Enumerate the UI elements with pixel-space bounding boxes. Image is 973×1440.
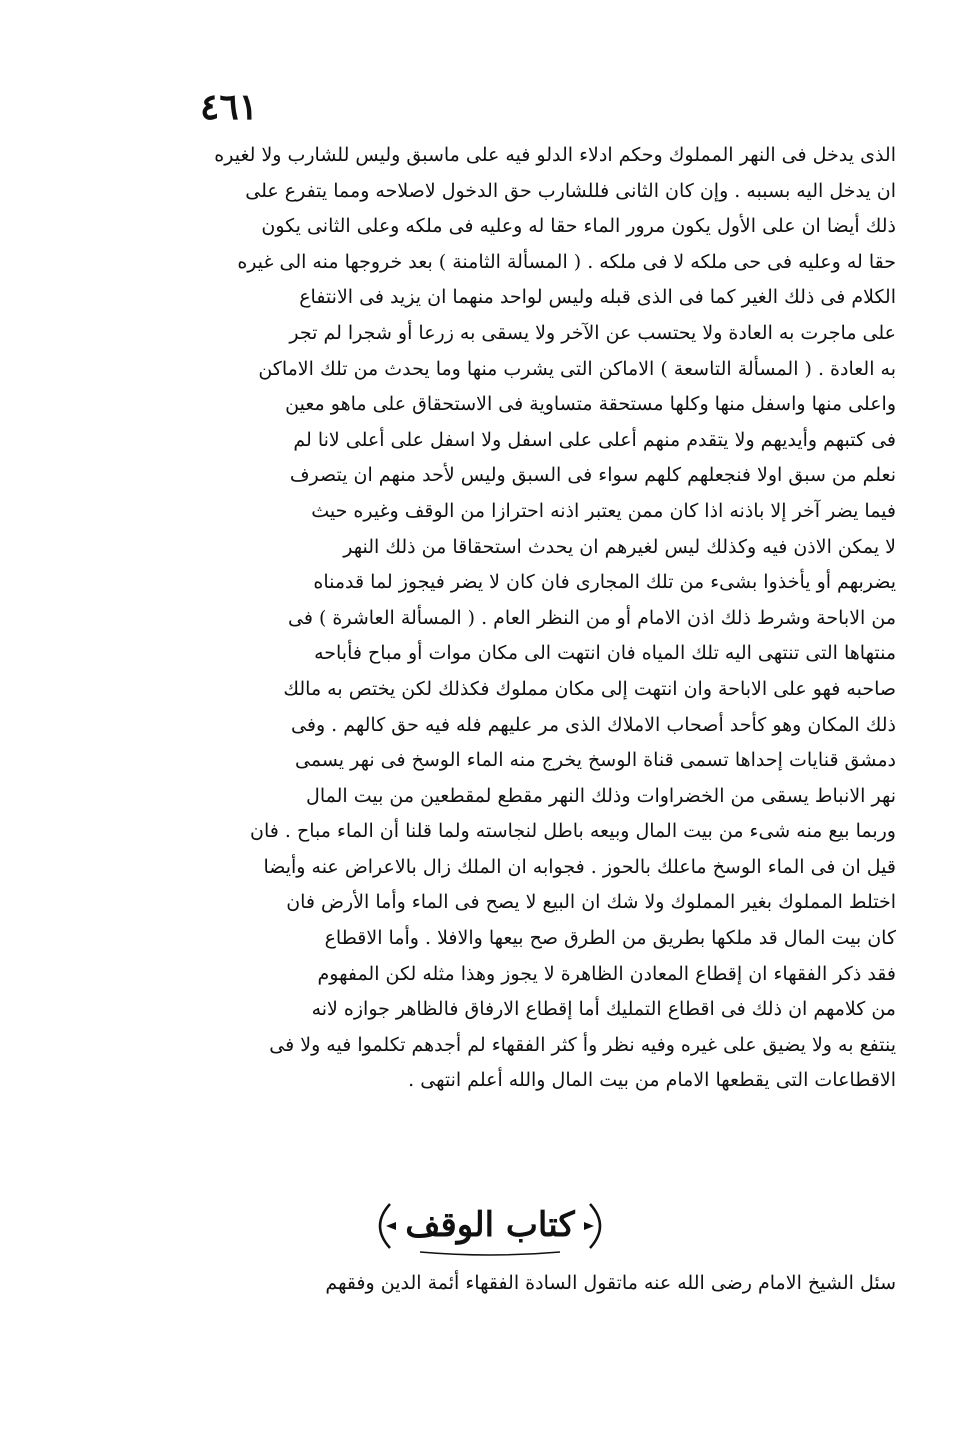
text-line: يضربهم أو يأخذوا بشىء من تلك المجارى فان كان لا يضر فيجوز لما قدمناه	[313, 571, 896, 594]
text-line: كان بيت المال قد ملكها بطريق من الطرق صح بيعها والافلا . وأما الاقطاع	[324, 927, 896, 950]
text-line: نعلم من سبق اولا فنجعلهم كلهم سواء فى السبق وليس لأحد منهم ان يتصرف	[289, 464, 896, 487]
text-line: صاحبه فهو على الاباحة وان انتهت إلى مكان مملوك فكذلك لكن يختص به مالك	[283, 677, 896, 700]
text-line: من الاباحة وشرط ذلك اذن الامام أو من النظر العام . ( المسألة العاشرة ) فى	[288, 606, 896, 629]
text-line: نهر الانباط يسقى من الخضراوات وذلك النهر مقطع لمقطعين من بيت المال	[306, 784, 896, 807]
text-line: الكلام فى ذلك الغير كما فى الذى قبله وليس لواحد منهما ان يزيد فى الانتفاع	[299, 286, 896, 309]
page-number: ٤٦١	[200, 86, 259, 128]
text-line: ينتفع به ولا يضيق على غيره وفيه نظر وأ كثر الفقهاء لم أجدهم تكلموا فيه ولا فى	[269, 1033, 896, 1056]
text-line: قيل ان فى الماء الوسخ ماعلك بالحوز . فجوابه ان الملك زال بالاعراض عنه وأيضا	[263, 855, 896, 878]
closing-text-line: سئل الشيخ الامام رضى الله عنه ماتقول السادة الفقهاء أئمة الدين وفقهم	[325, 1272, 896, 1294]
text-line: فقد ذكر الفقهاء ان إقطاع المعادن الظاهرة لا يجوز وهذا مثله لكن المفهوم	[317, 962, 896, 985]
text-line: الذى يدخل فى النهر المملوك وحكم ادلاء الدلو فيه على ماسبق وليس للشارب ولا لغيره	[214, 144, 896, 166]
text-line: به العادة . ( المسألة التاسعة ) الاماكن التى يشرب منها وما يحدث من تلك الاماكن	[258, 357, 896, 380]
text-line: ان يدخل اليه بسببه . وإن كان الثانى فللشارب حق الدخول لاصلاحه ومما يتفرع على	[245, 179, 896, 202]
text-line: منتهاها التى تنتهى اليه تلك المياه فان انتهت الى مكان موات أو مباح فأباحه	[314, 642, 896, 665]
text-line: فى كتبهم وأيديهم ولا يتقدم منهم أعلى على اسفل ولا اسفل على أعلى لانا لم	[293, 428, 896, 451]
text-line: حقا له وعليه فى حى ملكه لا فى ملكه . ( المسألة الثامنة ) بعد خروجها منه الى غيره	[237, 250, 896, 273]
text-line: ذلك المكان وهو كأحد أصحاب الاملاك الذى مر عليهم فله فيه حق كالهم . وفى	[291, 713, 896, 736]
text-line: اختلط المملوك بغير المملوك ولا شك ان البيع لا يصح فى الماء وأما الأرض فان	[286, 891, 896, 914]
text-line: على ماجرت به العادة ولا يحتسب عن الآخر ولا يسقى به زرعا أو شجرا لم تجر	[289, 321, 896, 344]
text-line: واعلى منها واسفل منها وكلها مستحقة متساوية فى الاستحقاق على ماهو معين	[285, 393, 896, 416]
text-line: ذلك أيضا ان على الأول يكون مرور الماء حقا له وعليه فى ملكه وعلى الثانى يكون	[261, 215, 896, 238]
section-heading	[360, 1196, 620, 1256]
text-line: الاقطاعات التى يقطعها الامام من بيت المال والله أعلم انتهى .	[408, 1069, 896, 1092]
section-title: كتاب الوقف	[405, 1205, 575, 1245]
text-line: من كلامهم ان ذلك فى اقطاع التمليك أما إقطاع الارفاق فالظاهر جوازه لانه	[311, 998, 896, 1021]
title-ornament-icon	[360, 1196, 620, 1256]
text-line: وربما بيع منه شىء من بيت المال وبيعه باطل لنجاسته ولما قلنا أن الماء مباح . فان	[250, 820, 896, 843]
text-line: فيما يضر آخر إلا باذنه اذا كان ممن يعتبر اذنه احترازا من الوقف وغيره حيث	[311, 499, 896, 522]
body-text	[168, 138, 896, 1099]
text-line: لا يمكن الاذن فيه وكذلك ليس لغيرهم ان يحدث استحقاقا من ذلك النهر	[343, 535, 896, 558]
text-line: دمشق قنايات إحداها تسمى قناة الوسخ يخرج منه الماء الوسخ فى نهر يسمى	[295, 749, 896, 772]
